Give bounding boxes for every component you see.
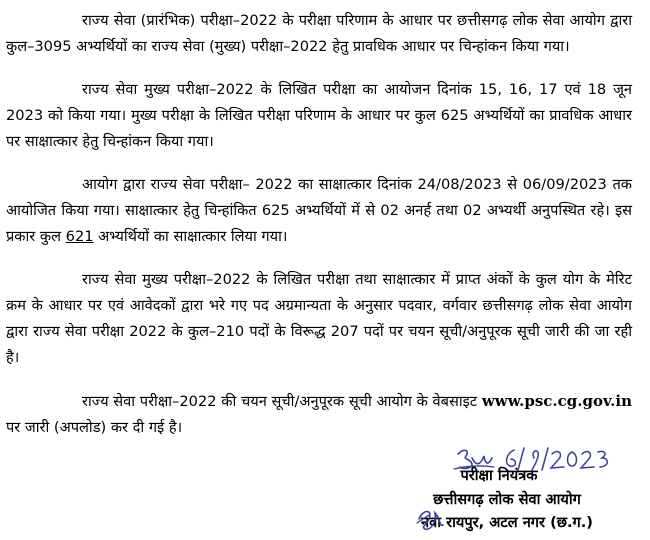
notice-body: [6, 8, 632, 441]
paragraph-mains-exam: राज्य सेवा मुख्य परीक्षा–2022 के लिखित परीक्षा का आयोजन दिनांक 15, 16, 17 एवं 18 जून 2023 को किया गया। मुख्य परीक्षा के लिखित परीक्षा परिणाम के आधार पर कुल 625 अभ्यर्थियों का प्रावधिक आधार पर साक्षात्कार हेतु चिन्हांकन किया गया।: [6, 81, 632, 150]
signatory-title: परीक्षा नियंत्रक: [460, 467, 538, 484]
signatory-address: नवा रायपुर, अटल नगर (छ.ग.): [421, 514, 593, 531]
website-url: www.psc.cg.gov.in: [481, 392, 632, 410]
signature-block: [372, 446, 642, 536]
paragraph-interview-text-end: अभ्यर्थियों का साक्षात्कार लिया गया।: [93, 228, 288, 245]
paragraph-website-text-end: पर जारी (अपलोड) कर दी गई है।: [6, 419, 183, 436]
signatory-address-line: [372, 513, 642, 533]
paragraph-website: [6, 388, 632, 441]
paragraph-prelims-result: राज्य सेवा (प्रारंभिक) परीक्षा–2022 के परीक्षा परिणाम के आधार पर छत्तीसगढ़ लोक सेवा आयोग द्वारा कुल–3095 अभ्यर्थियों का राज्य सेवा (मुख्य) परीक्षा–2022 हेतु प्रावधिक आधार पर चिन्हांकन किया गया।: [6, 12, 632, 55]
paragraph-website-text: राज्य सेवा परीक्षा–2022 की चयन सूची/अनुपूरक सूची आयोग के वेबसाइट: [82, 393, 482, 410]
paragraph-interview-text: आयोग द्वारा राज्य सेवा परीक्षा– 2022 का साक्षात्कार दिनांक 24/08/2023 से 06/09/2023 तक आयोजित किया गया। साक्षात्कार हेतु चिन्हांकित 625 अभ्यर्थियों में से 02 अनर्ह तथा 02 अभ्यर्थी अनुपस्थित रहे। इस प्रकार कुल: [6, 176, 632, 245]
paragraph-interview: [6, 172, 632, 250]
signatory-organization: छत्तीसगढ़ लोक सेवा आयोग: [433, 491, 581, 508]
paragraph-selection-list: राज्य सेवा मुख्य परीक्षा–2022 के लिखित परीक्षा तथा साक्षात्कार में प्राप्त अंकों के कुल योग के मेरिट क्रम के आधार पर एवं आवेदकों द्वारा भरे गए पद अग्रमान्यता के अनुसार पदवार, वर्गवार छत्तीसगढ़ लोक सेवा आयोग द्वारा राज्य सेवा परीक्षा 2022 के कुल–210 पदों के विरूद्ध 207 पदों पर चयन सूची/अनुपूरक सूची जारी की जा रही है।: [6, 271, 632, 366]
handwritten-initial-icon: [415, 505, 445, 533]
interviewed-count: 621: [65, 228, 94, 245]
